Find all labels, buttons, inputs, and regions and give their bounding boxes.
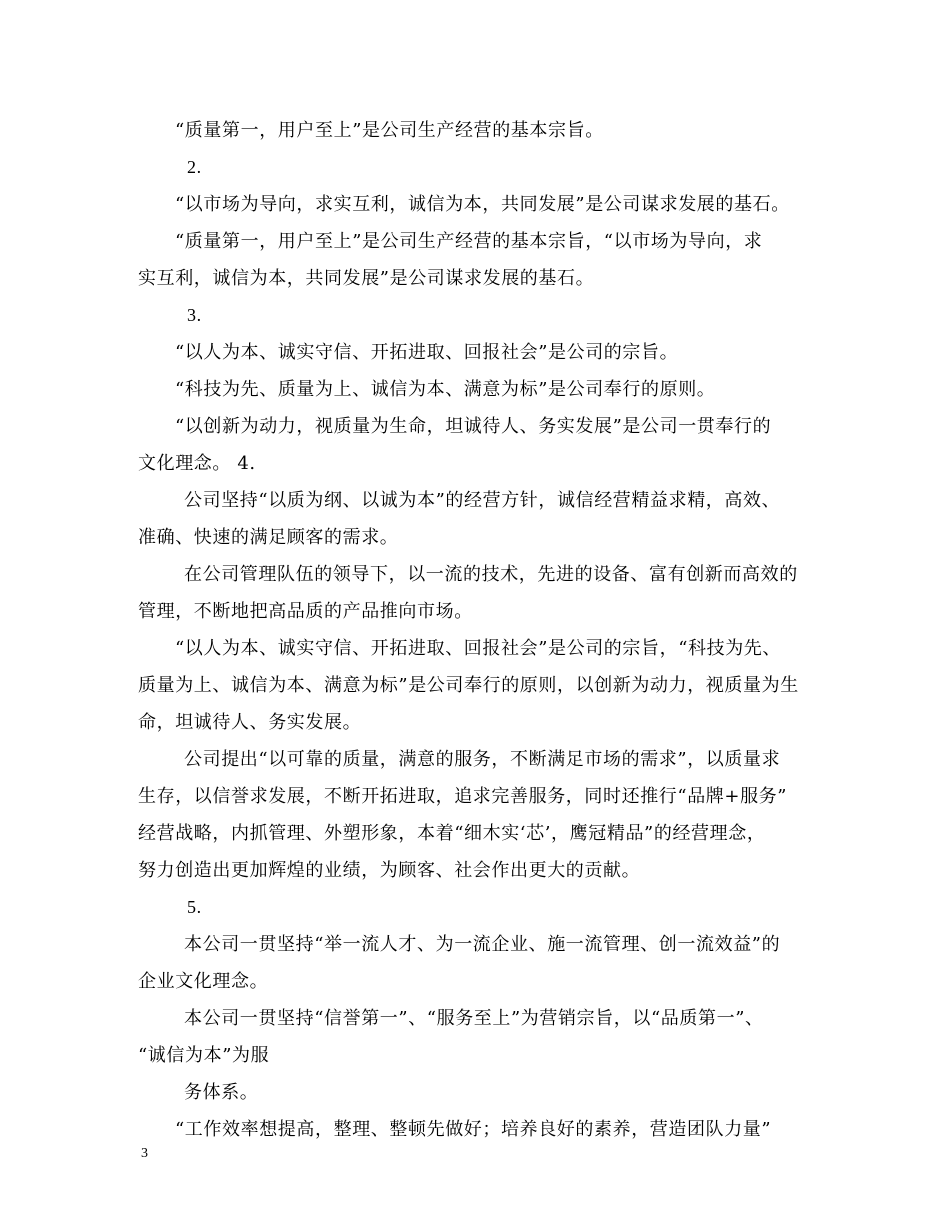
paragraph-line: 努力创造出更加辉煌的业绩，为顾客、社会作出更大的贡献。 [138, 860, 641, 881]
section-number: 3. [187, 305, 202, 325]
paragraph-line: “质量第一，用户至上”是公司生产经营的基本宗旨。 [175, 120, 604, 141]
paragraph-line: 管理，不断地把高品质的产品推向市场。 [138, 601, 473, 622]
paragraph-line: 实互利，诚信为本，共同发展”是公司谋求发展的基石。 [138, 268, 595, 289]
page-number: 3 [141, 1146, 148, 1161]
paragraph-line: “质量第一，用户至上”是公司生产经营的基本宗旨，“以市场为导向，求 [175, 231, 763, 252]
paragraph-line: 公司提出“以可靠的质量，满意的服务，不断满足市场的需求”，以质量求 [184, 749, 781, 770]
paragraph-line: “以创新为动力，视质量为生命，坦诚待人、务实发展”是公司一贯奉行的 [175, 416, 772, 437]
paragraph-line: 本公司一贯坚持“举一流人才、为一流企业、施一流管理、创一流效益”的 [184, 934, 781, 955]
paragraph-line: 务体系。 [184, 1082, 259, 1103]
paragraph-line: “诚信为本”为服 [138, 1045, 270, 1066]
paragraph-line: “以市场为导向，求实互利，诚信为本，共同发展”是公司谋求发展的基石。 [175, 194, 790, 215]
paragraph-line: “科技为先、质量为上、诚信为本、满意为标”是公司奉行的原则。 [175, 379, 716, 400]
section-number: 2. [187, 157, 202, 177]
paragraph-line: 企业文化理念。 [138, 971, 269, 992]
paragraph-line: 公司坚持“以质为纲、以诚为本”的经营方针，诚信经营精益求精，高效、 [184, 490, 781, 511]
paragraph-line: “工作效率想提高，整理、整顿先做好；培养良好的素养，营造团队力量” [175, 1119, 772, 1140]
document-body [138, 112, 828, 1148]
paragraph-line: 文化理念。 4. [138, 453, 256, 474]
paragraph-line: 本公司一贯坚持“信誉第一”、“服务至上”为营销宗旨，以“品质第一”、 [184, 1008, 764, 1029]
paragraph-line: “以人为本、诚实守信、开拓进取、回报社会”是公司的宗旨，“科技为先、 [175, 638, 782, 659]
paragraph-line: 生存，以信誉求发展，不断开拓进取，追求完善服务，同时还推行“品牌+服务” [138, 786, 788, 807]
paragraph-line: “以人为本、诚实守信、开拓进取、回报社会”是公司的宗旨。 [175, 342, 679, 363]
paragraph-line: 命，坦诚待人、务实发展。 [138, 712, 362, 733]
section-number: 5. [187, 897, 202, 917]
paragraph-line: 准确、快速的满足顾客的需求。 [138, 527, 399, 548]
paragraph-line: 质量为上、诚信为本、满意为标”是公司奉行的原则，以创新为动力，视质量为生 [138, 675, 799, 696]
paragraph-line: 经营战略，内抓管理、外塑形象，本着“细木实‘芯’，鹰冠精品”的经营理念， [138, 823, 766, 844]
paragraph-line: 在公司管理队伍的领导下，以一流的技术，先进的设备、富有创新而高效的 [184, 564, 798, 585]
